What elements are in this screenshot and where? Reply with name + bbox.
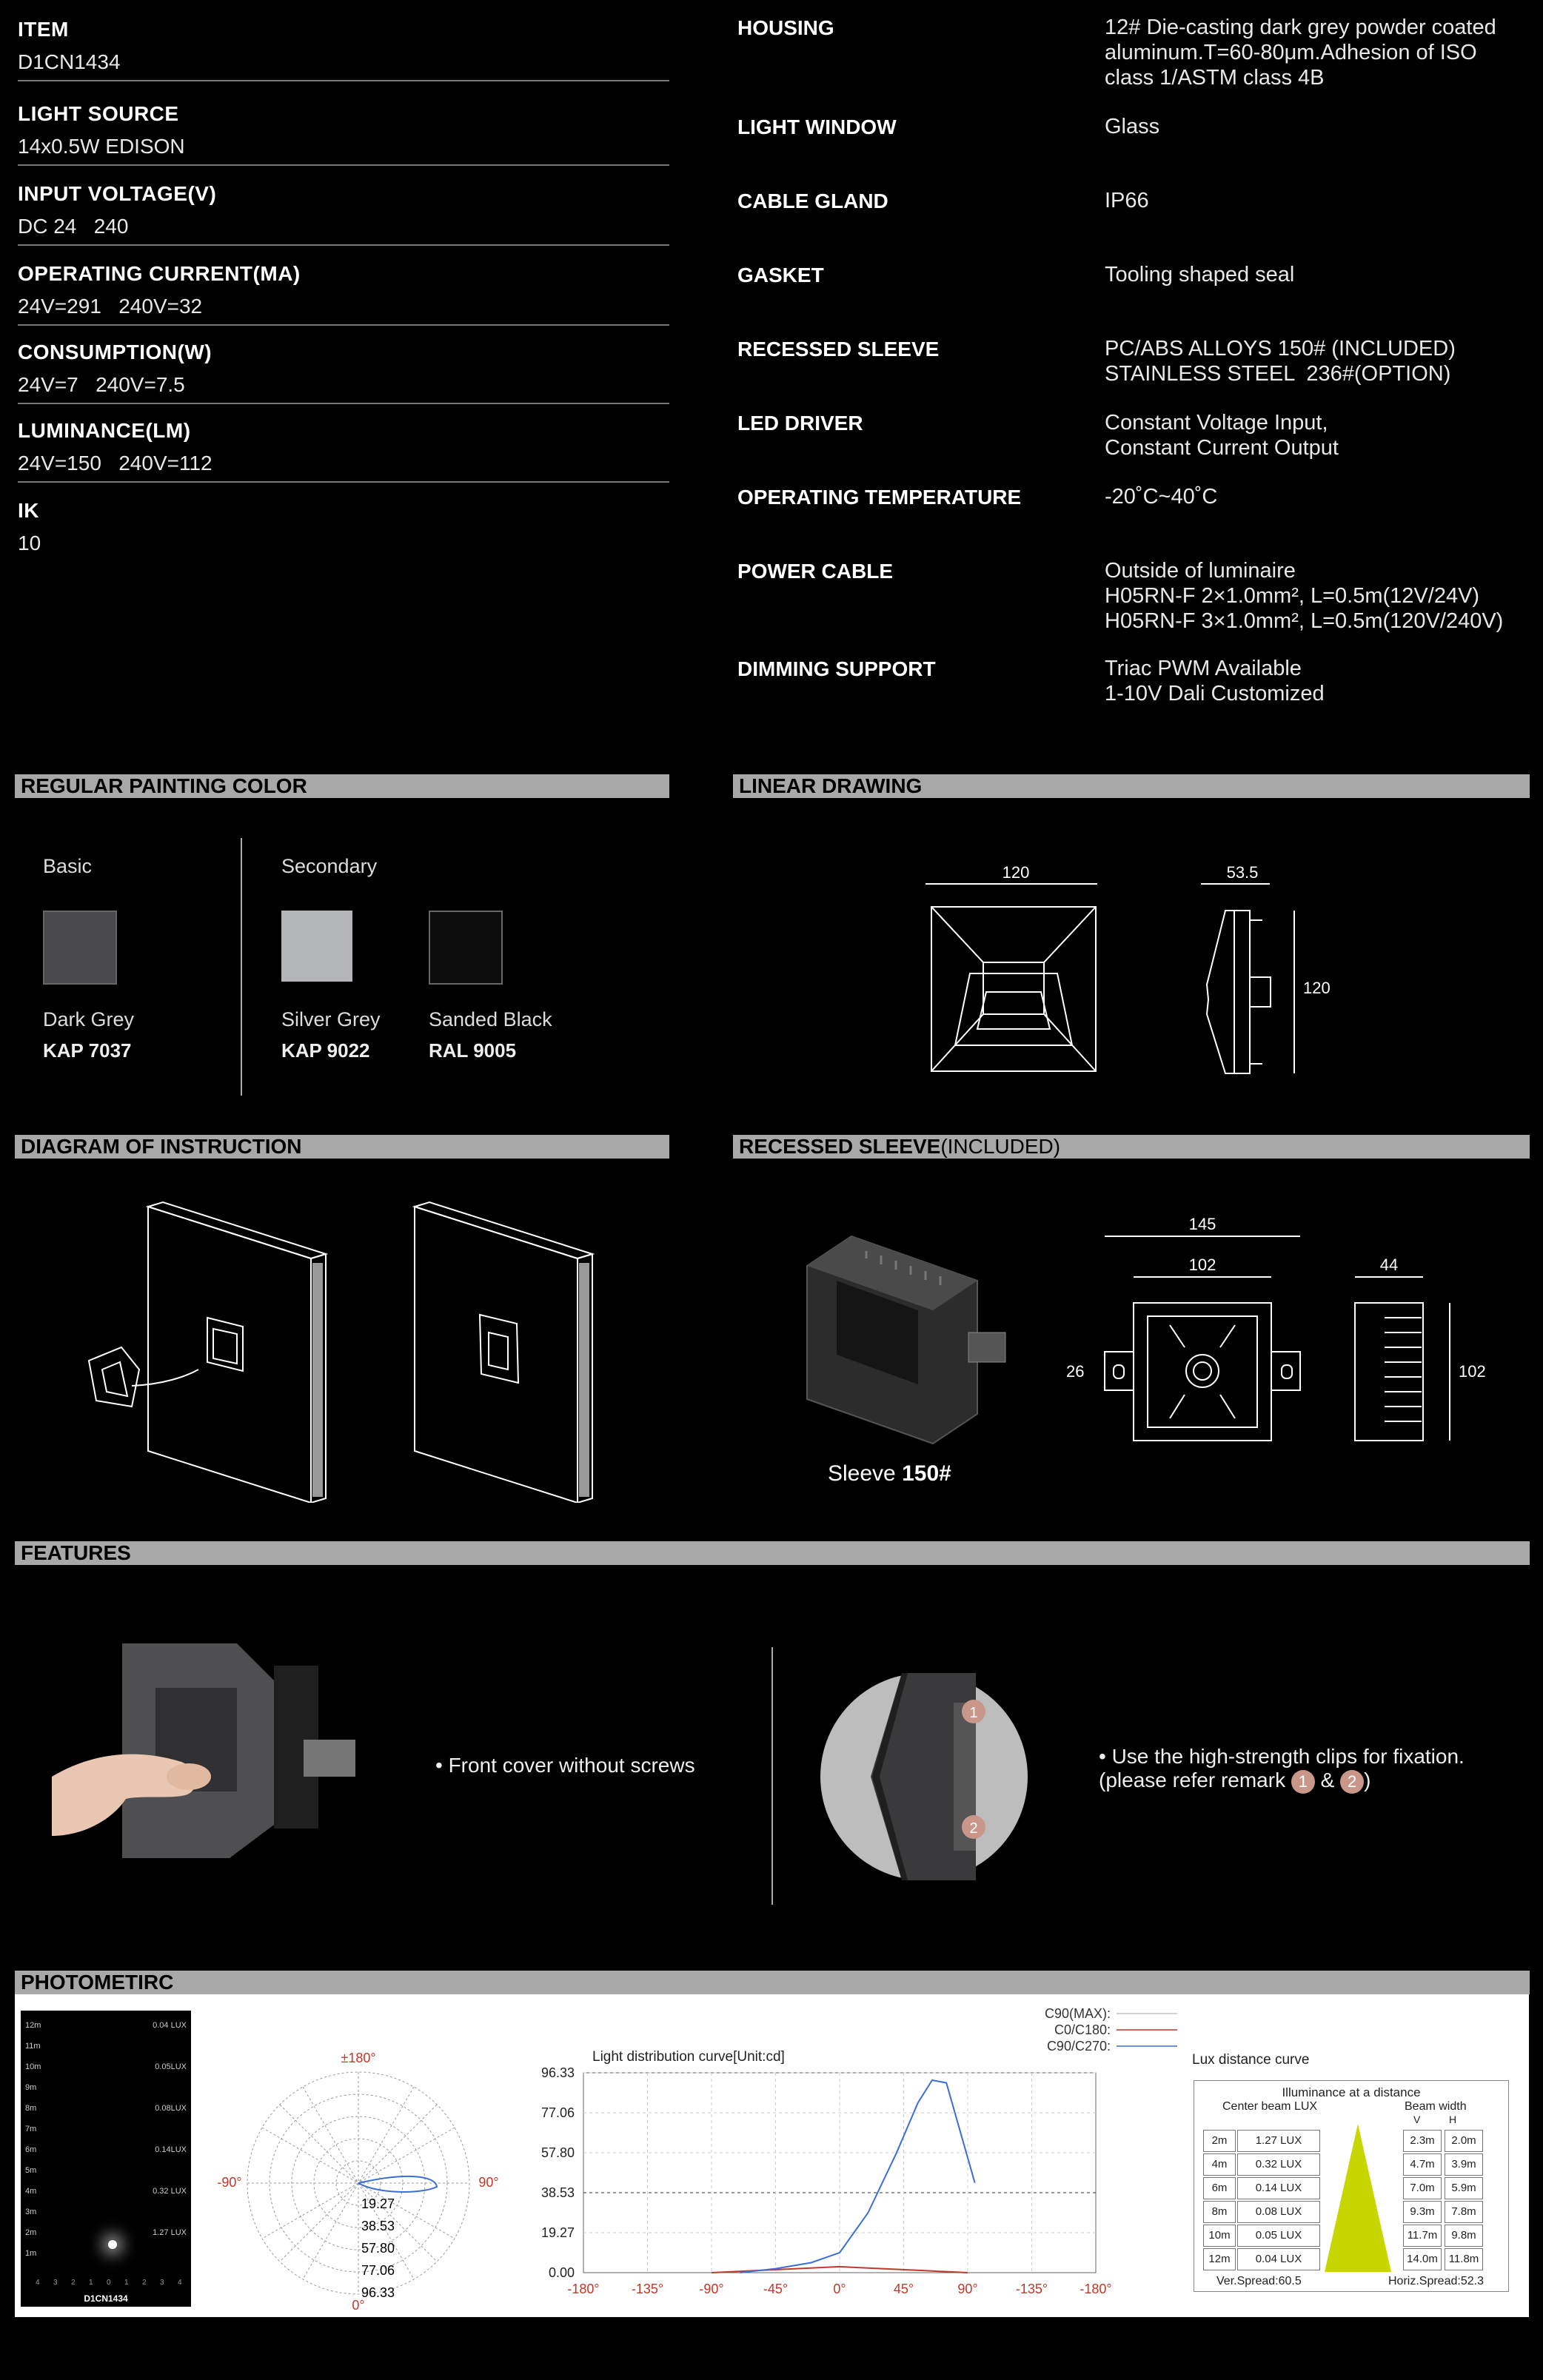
lux-tick-label: 3 <box>53 2279 58 2287</box>
spec-value: 24V=7 240V=7.5 <box>18 373 185 396</box>
lux-tick-label: 3 <box>160 2279 164 2287</box>
sleeve-dim-ear: 26 <box>1066 1362 1085 1381</box>
ldc-legend-label: C0/C180: <box>1054 2022 1111 2037</box>
section-diagram-of-instruction: DIAGRAM OF INSTRUCTION <box>15 1135 669 1159</box>
lux-table-cell-lux: 0.05 LUX <box>1237 2225 1320 2247</box>
spec-value: 14x0.5W EDISON <box>18 135 185 158</box>
lux-row-label: 6m <box>25 2145 37 2154</box>
lux-ticks <box>36 2279 181 2290</box>
spec-value: DC 24 240 <box>18 215 129 238</box>
ldc-x-tick: -90° <box>699 2282 724 2296</box>
lux-row-label: 1m <box>25 2249 37 2258</box>
lux-row-label: 7m <box>25 2125 37 2133</box>
lux-table-col-v: V <box>1413 2113 1421 2125</box>
feature-clips-post: ) <box>1364 1769 1371 1791</box>
polar-top-label: ±180° <box>341 2051 376 2065</box>
spec-value: -20˚C~40˚C <box>1105 485 1218 509</box>
ldc-legend <box>1045 2006 1177 2054</box>
spec-label: CONSUMPTION(W) <box>18 341 212 363</box>
section-recessed-sleeve-sub: (INCLUDED) <box>940 1135 1061 1158</box>
ldc-legend-label: C90/C270: <box>1046 2039 1111 2054</box>
polar-ring-5: 96.33 <box>361 2285 395 2300</box>
swatch-name-sanded-black: Sanded Black <box>429 1008 552 1030</box>
spec-row <box>18 92 669 166</box>
spec-row <box>18 489 669 555</box>
swatch-name-dark-grey: Dark Grey <box>43 1008 135 1030</box>
ldc-series <box>712 2080 975 2273</box>
lux-table-cell-h: 11.8m <box>1445 2248 1483 2270</box>
lux-table-row <box>1203 2153 1499 2176</box>
lux-table-row <box>1203 2225 1499 2247</box>
lux-value-label: 0.14LUX <box>155 2145 187 2154</box>
spec-row <box>18 172 669 246</box>
lux-table-cell-v: 9.3m <box>1403 2201 1442 2223</box>
lux-tick-label: 4 <box>178 2279 182 2287</box>
feature-clips-line2 <box>1099 1769 1465 1794</box>
sleeve-dim-outer: 145 <box>1188 1215 1216 1233</box>
ldc-x-tick: -135° <box>631 2282 664 2296</box>
spec-label: ITEM <box>18 18 69 41</box>
spec-label: LIGHT WINDOW <box>737 115 897 138</box>
lux-table-row <box>1203 2201 1499 2223</box>
lux-row-label: 11m <box>25 2042 41 2051</box>
ldc-x-tick: -180° <box>1080 2282 1112 2296</box>
lux-row-label: 10m <box>25 2062 41 2071</box>
color-divider <box>241 838 242 1096</box>
lux-table-col-center: Center beam LUX <box>1222 2100 1318 2113</box>
spec-label: GASKET <box>737 264 824 286</box>
lux-value-label: 0.04 LUX <box>153 2021 187 2030</box>
spec-value: 12# Die-casting dark grey powder coated aluminum.T=60-80μm.Adhesion of ISO class 1/ASTM class 4B <box>1105 16 1496 90</box>
lux-row-label: 4m <box>25 2187 37 2196</box>
lux-tick-label: 1 <box>89 2279 93 2287</box>
sleeve-caption <box>828 1461 951 1486</box>
spec-label: CABLE GLAND <box>737 190 888 212</box>
ldc-x-tick: 90° <box>957 2282 978 2296</box>
sleeve-dim-height: 102 <box>1459 1362 1486 1381</box>
ldc-x-tick: -45° <box>763 2282 789 2296</box>
instruction-diagram <box>74 1192 607 1503</box>
clip-badge-2: 2 <box>969 1820 978 1837</box>
lux-tick-label: 1 <box>124 2279 129 2287</box>
lux-value-label: 0.32 LUX <box>153 2187 187 2196</box>
spec-label: HOUSING <box>737 16 834 39</box>
swatch-code-silver-grey: KAP 9022 <box>281 1039 370 1062</box>
swatch-silver-grey <box>281 911 352 982</box>
section-recessed-sleeve-title: RECESSED SLEEVE <box>739 1135 941 1158</box>
lux-row-label: 2m <box>25 2228 37 2237</box>
polar-ring-4: 77.06 <box>361 2263 395 2278</box>
polar-bottom-label: 0° <box>352 2298 365 2313</box>
section-regular-painting-color: REGULAR PAINTING COLOR <box>15 774 669 798</box>
lux-table-cell-h: 9.8m <box>1445 2225 1483 2247</box>
sleeve-photo <box>792 1214 1022 1458</box>
feature-hand-photo <box>52 1636 363 1888</box>
section-features: FEATURES <box>15 1541 1530 1565</box>
spec-label: LUMINANCE(LM) <box>18 419 191 442</box>
lux-table-cell-d: 4m <box>1203 2153 1236 2176</box>
lux-table-title: Lux distance curve <box>1192 2052 1310 2068</box>
lux-table-cell-lux: 0.04 LUX <box>1237 2248 1320 2270</box>
lux-table-cell-d: 2m <box>1203 2130 1236 2152</box>
lux-table <box>1194 2080 1509 2292</box>
sleeve-drawing <box>1037 1207 1510 1451</box>
lux-row-label: 3m <box>25 2208 37 2216</box>
ldc-y-tick: 57.80 <box>540 2145 575 2160</box>
spec-label: DIMMING SUPPORT <box>737 657 936 680</box>
ldc-y-tick: 0.00 <box>548 2265 575 2280</box>
section-recessed-sleeve <box>733 1135 1530 1159</box>
spec-value: Glass <box>1105 115 1160 138</box>
ldc-x-tick: 0° <box>833 2282 846 2296</box>
polar-ring-1: 19.27 <box>361 2196 395 2211</box>
lux-table-cell-d: 10m <box>1203 2225 1236 2247</box>
ldc-x-tick: 45° <box>893 2282 914 2296</box>
polar-left-label: -90° <box>217 2175 242 2190</box>
secondary-label: Secondary <box>281 855 378 877</box>
lux-tick-label: 2 <box>71 2279 76 2287</box>
lux-table-cell-h: 7.8m <box>1445 2201 1483 2223</box>
spec-label: IK <box>18 499 39 522</box>
lux-distance-image <box>21 2011 191 2307</box>
lux-table-cell-d: 8m <box>1203 2201 1236 2223</box>
spec-row <box>18 7 669 81</box>
lux-table-row <box>1203 2130 1499 2152</box>
polar-chart <box>200 2009 526 2313</box>
ldc-y-tick: 77.06 <box>540 2105 575 2120</box>
lux-table-cell-h: 5.9m <box>1445 2177 1483 2199</box>
linear-width-label: 120 <box>1002 863 1030 882</box>
ldc-y-tick: 38.53 <box>540 2185 575 2200</box>
spec-value: 24V=291 240V=32 <box>18 295 203 318</box>
lux-table-cell-lux: 1.27 LUX <box>1237 2130 1320 2152</box>
ldc-x-tick: -180° <box>567 2282 600 2296</box>
hor-spread: Horiz.Spread:52.3 <box>1388 2275 1484 2287</box>
lux-table-cell-v: 2.3m <box>1403 2130 1442 2152</box>
spec-value: 24V=150 240V=112 <box>18 452 212 475</box>
swatch-code-dark-grey: KAP 7037 <box>43 1039 132 1062</box>
spec-label: RECESSED SLEEVE <box>737 338 940 361</box>
ldc-y-tick: 19.27 <box>540 2225 575 2240</box>
spec-value: Tooling shaped seal <box>1105 263 1295 286</box>
spec-label: POWER CABLE <box>737 560 893 583</box>
lux-value-label: 0.08LUX <box>155 2104 187 2113</box>
feature-front-cover: • Front cover without screws <box>435 1754 695 1777</box>
ldc-y-tick: 96.33 <box>540 2065 575 2080</box>
lux-table-row <box>1203 2177 1499 2199</box>
feature-clips-amp: & <box>1314 1769 1341 1791</box>
lux-row-label: 9m <box>25 2083 37 2092</box>
spec-value: 10 <box>18 532 41 554</box>
spec-label: OPERATING TEMPERATURE <box>737 486 1022 509</box>
spec-value: D1CN1434 <box>18 50 121 73</box>
spec-value: Triac PWM Available 1-10V Dali Customized <box>1105 657 1325 705</box>
ldc-legend-label: C90(MAX): <box>1044 2006 1111 2021</box>
linear-depth-label: 53.5 <box>1226 863 1259 882</box>
lux-table-col-h: H <box>1449 2113 1457 2125</box>
ldc-title: Light distribution curve[Unit:cd] <box>592 2049 785 2065</box>
lux-tick-label: 2 <box>142 2279 147 2287</box>
spec-label: INPUT VOLTAGE(V) <box>18 182 217 205</box>
lux-tick-label: 4 <box>36 2279 40 2287</box>
sleeve-caption-model: 150# <box>902 1461 951 1486</box>
linear-drawing <box>888 851 1362 1088</box>
lux-table-row <box>1203 2248 1499 2270</box>
lux-table-cell-v: 4.7m <box>1403 2153 1442 2176</box>
lux-row-label: 12m <box>25 2021 41 2030</box>
spec-label: OPERATING CURRENT(MA) <box>18 262 301 285</box>
swatch-name-silver-grey: Silver Grey <box>281 1008 381 1030</box>
lux-table-cell-h: 3.9m <box>1445 2153 1483 2176</box>
lux-table-cell-v: 14.0m <box>1403 2248 1442 2270</box>
polar-right-label: 90° <box>478 2175 499 2190</box>
lux-value-label: 0.05LUX <box>155 2062 187 2071</box>
lux-model: D1CN1434 <box>84 2293 128 2304</box>
swatch-dark-grey <box>43 911 117 985</box>
spec-label: LIGHT SOURCE <box>18 102 179 125</box>
ldc-x-tick: -135° <box>1015 2282 1048 2296</box>
spec-value: IP66 <box>1105 189 1149 212</box>
spec-value: Outside of luminaire H05RN-F 2×1.0mm², L=0.5m(12V/24V) H05RN-F 3×1.0mm², L=0.5m(120V/240V) <box>1105 559 1504 633</box>
remark-badge-2: 2 <box>1340 1770 1364 1794</box>
photometric-panel <box>15 1994 1529 2317</box>
basic-label: Basic <box>43 855 93 877</box>
section-linear-drawing: LINEAR DRAWING <box>733 774 1530 798</box>
ver-spread: Ver.Spread:60.5 <box>1216 2275 1302 2287</box>
lux-table-cell-h: 2.0m <box>1445 2130 1483 2152</box>
lux-table-cell-lux: 0.32 LUX <box>1237 2153 1320 2176</box>
lux-glow <box>108 2240 117 2249</box>
feature-clips-pre: (please refer remark <box>1099 1769 1291 1791</box>
feature-clips-text <box>1099 1745 1465 1794</box>
ldc-grid <box>583 2073 1096 2273</box>
lux-table-cell-v: 7.0m <box>1403 2177 1442 2199</box>
spec-row <box>18 330 669 404</box>
swatch-sanded-black <box>429 911 503 985</box>
remark-badge-1: 1 <box>1291 1770 1315 1794</box>
spec-value: PC/ABS ALLOYS 150# (INCLUDED) STAINLESS STEEL 236#(OPTION) <box>1105 337 1456 386</box>
linear-height-label: 120 <box>1303 979 1331 997</box>
feature-divider <box>772 1647 773 1905</box>
lux-table-cell-d: 6m <box>1203 2177 1236 2199</box>
ldc-x-ticks <box>567 2282 1111 2296</box>
ldc-y-ticks <box>541 2065 575 2280</box>
lux-tick-label: 0 <box>107 2279 111 2287</box>
sleeve-caption-prefix: Sleeve <box>828 1461 903 1486</box>
clip-badge-1: 1 <box>969 1705 978 1721</box>
spec-label: LED DRIVER <box>737 412 863 435</box>
lux-table-header: Illuminance at a distance <box>1282 2085 1421 2099</box>
lux-row-label: 8m <box>25 2104 37 2113</box>
feature-clips-line1: • Use the high-strength clips for fixation. <box>1099 1745 1465 1768</box>
spec-row <box>18 409 669 483</box>
lux-row-label: 5m <box>25 2166 37 2175</box>
lux-table-cell-d: 12m <box>1203 2248 1236 2270</box>
polar-ring-2: 38.53 <box>361 2219 395 2233</box>
lux-value-label: 1.27 LUX <box>153 2228 187 2237</box>
swatch-code-sanded-black: RAL 9005 <box>429 1039 517 1062</box>
light-distribution-chart <box>518 1999 1185 2317</box>
lux-table-cell-lux: 0.08 LUX <box>1237 2201 1320 2223</box>
section-photometric: PHOTOMETIRC <box>15 1971 1530 1994</box>
polar-ring-3: 57.80 <box>361 2241 395 2256</box>
sleeve-dim-inner: 102 <box>1188 1256 1216 1274</box>
feature-clip-photo <box>820 1673 1028 1880</box>
sleeve-dim-depth: 44 <box>1379 1256 1399 1274</box>
spec-value: Constant Voltage Input, Constant Current Output <box>1105 411 1339 460</box>
lux-table-col-beam: Beam width <box>1405 2100 1467 2113</box>
spec-row <box>18 252 669 326</box>
lux-table-cell-lux: 0.14 LUX <box>1237 2177 1320 2199</box>
lux-table-cell-v: 11.7m <box>1403 2225 1442 2247</box>
